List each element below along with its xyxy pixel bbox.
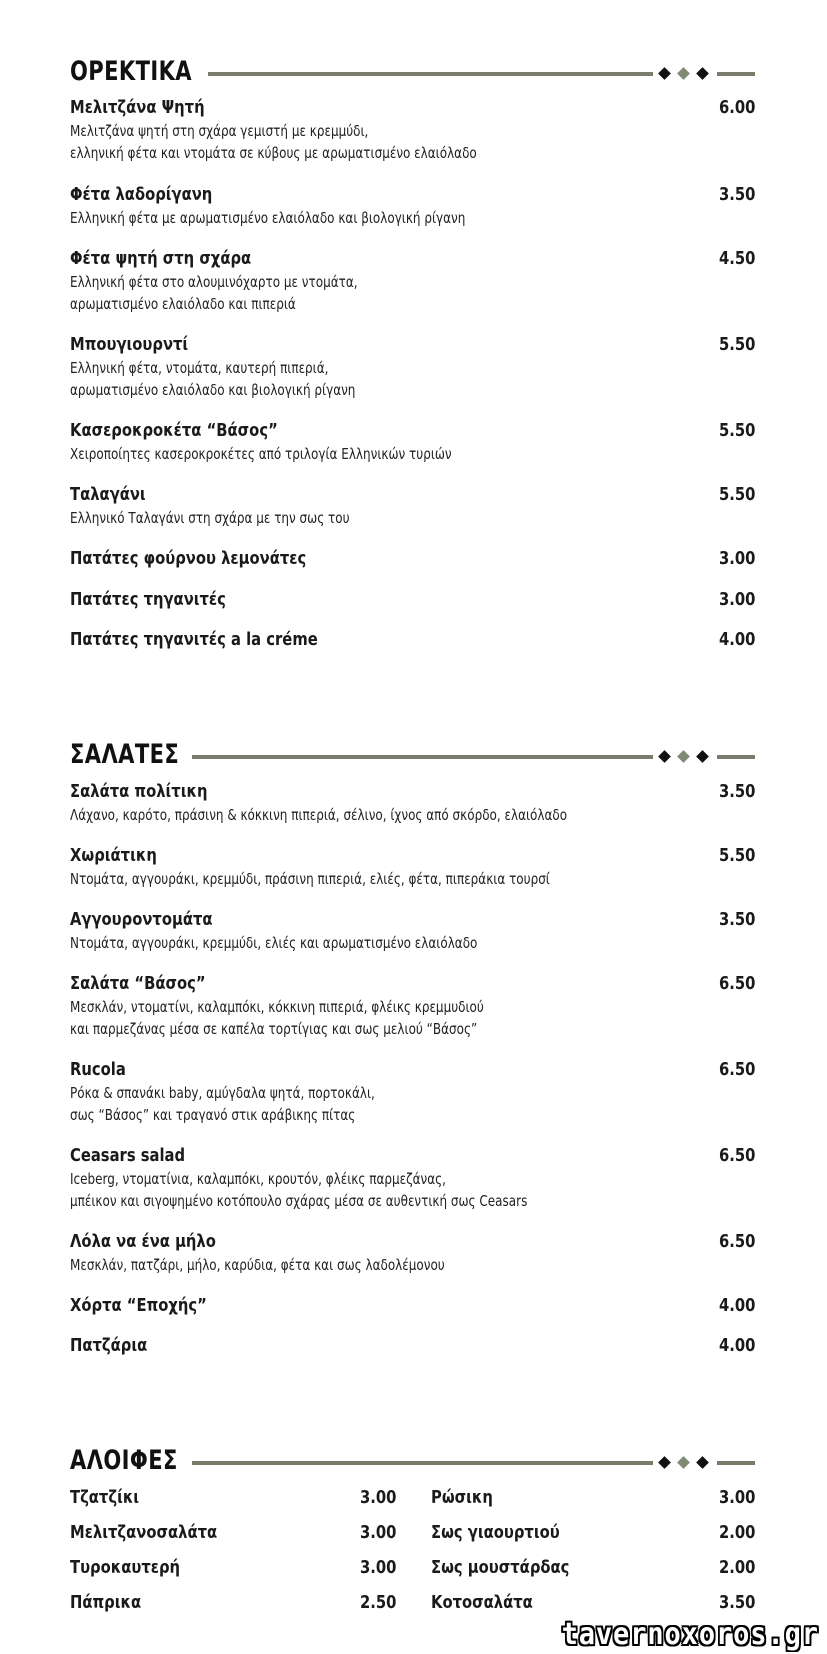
diamond-ornament-icon <box>657 750 712 764</box>
item-price: 3.00 <box>718 1487 755 1508</box>
item-name: Τυροκαυτερή <box>70 1557 181 1578</box>
item-name: Ρώσικη <box>431 1487 493 1508</box>
item-name: Πατάτες τηγανιτές <box>70 589 226 610</box>
section-rule <box>208 72 755 76</box>
item-name: Πατζάρια <box>70 1335 148 1356</box>
menu-item <box>70 972 755 1040</box>
item-price: 3.50 <box>718 781 755 802</box>
item-name: Πατάτες τηγανιτές a la créme <box>70 629 318 650</box>
dip-item <box>431 1486 755 1510</box>
item-description: αρωματισμένο ελαιόλαδο και πιπεριά <box>70 295 296 313</box>
menu-item <box>70 247 755 315</box>
dip-item <box>431 1556 755 1580</box>
item-price: 5.50 <box>718 334 755 355</box>
item-name: Σαλάτα πολίτικη <box>70 781 208 802</box>
item-description: αρωματισμένο ελαιόλαδο και βιολογική ρίγανη <box>70 381 356 399</box>
item-price: 3.50 <box>718 184 755 205</box>
item-price: 2.00 <box>718 1557 755 1578</box>
item-description: Ντομάτα, αγγουράκι, κρεμμύδι, πράσινη πιπεριά, ελιές, φέτα, πιπεράκια τουρσί <box>70 870 550 888</box>
item-price: 6.50 <box>718 1231 755 1252</box>
item-description: Iceberg, ντοματίνια, καλαμπόκι, κρουτόν, φλέικς παρμεζάνας, <box>70 1170 446 1188</box>
menu-item <box>70 1058 755 1126</box>
item-description: Ελληνική φέτα, ντομάτα, καυτερή πιπεριά, <box>70 359 329 377</box>
section-orektika <box>70 54 755 90</box>
dip-item <box>70 1521 396 1545</box>
item-price: 5.50 <box>718 420 755 441</box>
menu-item <box>70 588 755 612</box>
item-description: και παρμεζάνας μέσα σε καπέλα τορτίγιας και σως μελιού “Βάσος” <box>70 1020 478 1038</box>
diamond-ornament-icon <box>657 67 712 81</box>
item-name: Χωριάτικη <box>70 845 157 866</box>
menu-item <box>70 780 755 826</box>
dip-item <box>70 1556 396 1580</box>
section-title: ΑΛΟΙΦΕΣ <box>70 1445 178 1476</box>
item-name: Τζατζίκι <box>70 1487 140 1508</box>
item-price: 3.00 <box>718 589 755 610</box>
item-name: Χόρτα “Εποχής” <box>70 1295 207 1316</box>
section-salates <box>70 737 755 773</box>
item-price: 3.50 <box>718 1592 755 1613</box>
dip-item <box>431 1591 755 1615</box>
item-name: Πάπρικα <box>70 1592 142 1613</box>
item-price: 6.50 <box>718 1059 755 1080</box>
item-description: Λάχανο, καρότο, πράσινη & κόκκινη πιπεριά, σέλινο, ίχνος από σκόρδο, ελαιόλαδο <box>70 806 568 824</box>
item-price: 5.50 <box>718 845 755 866</box>
item-name: Σαλάτα “Βάσος” <box>70 973 206 994</box>
item-price: 3.50 <box>718 909 755 930</box>
section-header <box>70 737 755 773</box>
item-name: Σως γιαουρτιού <box>431 1522 560 1543</box>
menu-item <box>70 628 755 652</box>
item-description: Μελιτζάνα ψητή στη σχάρα γεμιστή με κρεμμύδι, <box>70 122 369 140</box>
menu-item <box>70 1230 755 1276</box>
aloifes-list <box>70 1486 755 1626</box>
item-name: Φέτα λαδορίγανη <box>70 184 213 205</box>
section-aloifes <box>70 1443 755 1479</box>
item-name: Rucola <box>70 1059 126 1080</box>
item-price: 3.00 <box>718 548 755 569</box>
item-price: 6.50 <box>718 973 755 994</box>
section-title: ΟΡΕΚΤΙΚΑ <box>70 56 192 87</box>
item-description: Ελληνικό Ταλαγάνι στη σχάρα με την σως του <box>70 509 350 527</box>
item-price: 3.00 <box>359 1522 396 1543</box>
menu-item <box>70 96 755 164</box>
section-rule <box>192 755 755 759</box>
menu-item <box>70 908 755 954</box>
dip-item <box>70 1591 396 1615</box>
item-name: Αγγουροντομάτα <box>70 909 213 930</box>
menu-item <box>70 483 755 529</box>
menu-item <box>70 333 755 401</box>
item-description: Ελληνική φέτα με αρωματισμένο ελαιόλαδο και βιολογική ρίγανη <box>70 209 466 227</box>
menu-item <box>70 419 755 465</box>
section-header <box>70 1443 755 1479</box>
item-price: 4.00 <box>718 1335 755 1356</box>
section-header <box>70 54 755 90</box>
item-name: Ταλαγάνι <box>70 484 146 505</box>
watermark: tavernoxoros.gr <box>561 1617 819 1652</box>
item-name: Μπουγιουρντί <box>70 334 189 355</box>
item-description: Ρόκα & σπανάκι baby, αμύγδαλα ψητά, πορτοκάλι, <box>70 1084 375 1102</box>
item-price: 2.50 <box>359 1592 396 1613</box>
item-price: 4.00 <box>718 1295 755 1316</box>
item-price: 4.00 <box>718 629 755 650</box>
item-price: 5.50 <box>718 484 755 505</box>
menu-item <box>70 547 755 571</box>
item-price: 3.00 <box>359 1487 396 1508</box>
item-name: Κασεροκροκέτα “Βάσος” <box>70 420 278 441</box>
menu-item <box>70 844 755 890</box>
item-description: σως “Βάσος” και τραγανό στικ αράβικης πίτας <box>70 1106 356 1124</box>
section-title: ΣΑΛΑΤΕΣ <box>70 739 180 770</box>
section-rule <box>192 1461 755 1465</box>
item-price: 3.00 <box>359 1557 396 1578</box>
item-description: Ελληνική φέτα στο αλουμινόχαρτο με ντομάτα, <box>70 273 358 291</box>
menu-item <box>70 1144 755 1212</box>
menu-item <box>70 1334 755 1358</box>
menu-item <box>70 1294 755 1318</box>
item-name: Πατάτες φούρνου λεμονάτες <box>70 548 307 569</box>
dip-item <box>431 1521 755 1545</box>
item-name: Μελιτζάνα Ψητή <box>70 97 205 118</box>
item-name: Κοτοσαλάτα <box>431 1592 533 1613</box>
item-price: 6.50 <box>718 1145 755 1166</box>
item-name: Μελιτζανοσαλάτα <box>70 1522 218 1543</box>
item-name: Σως μουστάρδας <box>431 1557 570 1578</box>
item-description: Μεσκλάν, πατζάρι, μήλο, καρύδια, φέτα και σως λαδολέμονου <box>70 1256 445 1274</box>
item-price: 6.00 <box>718 97 755 118</box>
menu-item <box>70 183 755 229</box>
dip-item <box>70 1486 396 1510</box>
item-description: ελληνική φέτα και ντομάτα σε κύβους με αρωματισμένο ελαιόλαδο <box>70 144 477 162</box>
item-description: Χειροποίητες κασεροκροκέτες από τριλογία Ελληνικών τυριών <box>70 445 452 463</box>
diamond-ornament-icon <box>657 1456 712 1470</box>
item-name: Λόλα να ένα μήλο <box>70 1231 216 1252</box>
item-price: 4.50 <box>718 248 755 269</box>
item-description: Ντομάτα, αγγουράκι, κρεμμύδι, ελιές και αρωματισμένο ελαιόλαδο <box>70 934 478 952</box>
item-description: μπέικον και σιγοψημένο κοτόπουλο σχάρας μέσα σε αυθεντική σως Ceasars <box>70 1192 528 1210</box>
item-name: Φέτα ψητή στη σχάρα <box>70 248 252 269</box>
item-name: Ceasars salad <box>70 1145 186 1166</box>
item-price: 2.00 <box>718 1522 755 1543</box>
item-description: Μεσκλάν, ντοματίνι, καλαμπόκι, κόκκινη πιπεριά, φλέικς κρεμμυδιού <box>70 998 484 1016</box>
